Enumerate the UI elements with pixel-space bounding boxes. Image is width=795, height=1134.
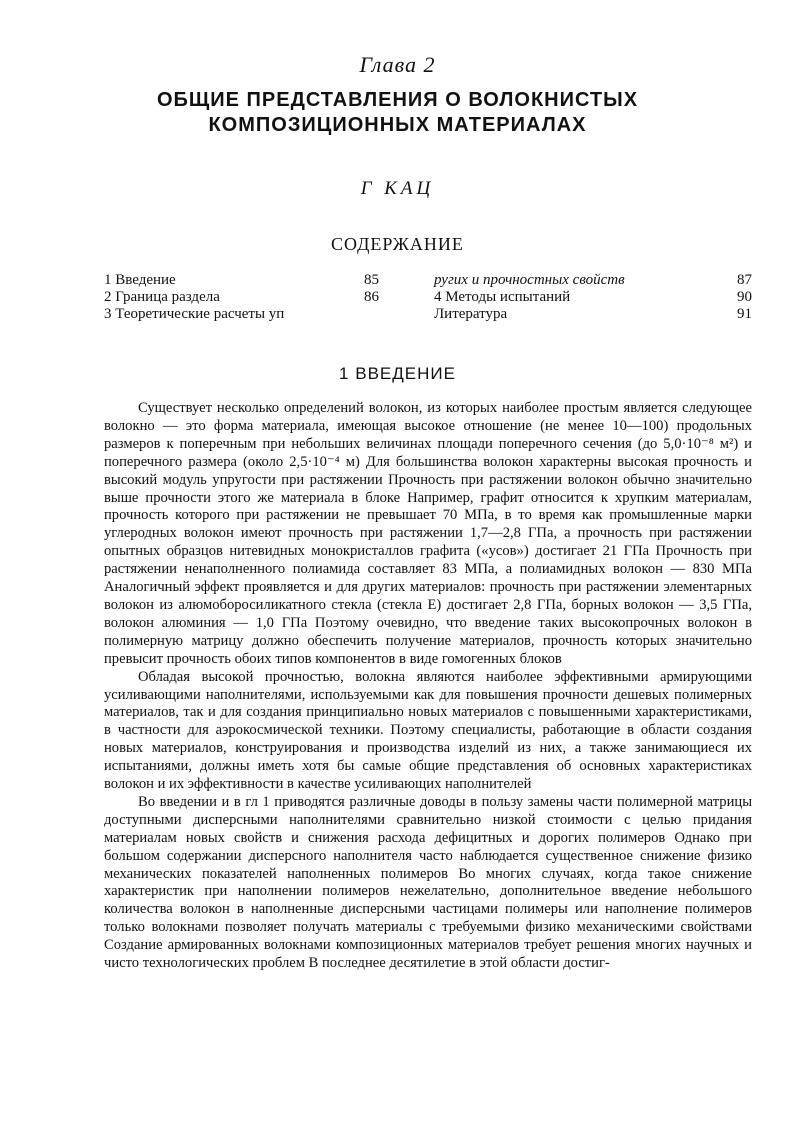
toc-entry <box>434 272 752 289</box>
toc-right-column <box>434 272 752 323</box>
body-paragraph: Обладая высокой прочностью, волокна являются наиболее эффективными армирующими усиливающими наполнителями, используемыми как для повышения прочности дешевых полимерных материалов, так и для создания принципиально новых материалов с повышенными характеристиками, в частности для аэрокосмической техники. Поэтому специалисты, работающие в области создания новых материалов, конструирования и производства изделий из них, а также занимающиеся их испытаниями, должны иметь хотя бы самые общие представления об основных характеристиках волокон и их эффективности в качестве усиливающих наполнителей <box>104 668 752 793</box>
toc-entry <box>104 306 379 323</box>
toc-entry-page: 85 <box>364 272 379 288</box>
toc-entry <box>434 306 752 323</box>
toc-entry-page: 87 <box>737 272 752 288</box>
toc-entry-label: 4 Методы испытаний <box>434 289 571 305</box>
toc-entry-label: 2 Граница раздела <box>104 289 220 305</box>
chapter-title-line-2: КОМПОЗИЦИОННЫХ МАТЕРИАЛАХ <box>208 114 587 136</box>
toc-entry <box>434 289 752 306</box>
chapter-label: Глава 2 <box>359 52 436 77</box>
toc-entry <box>104 289 379 306</box>
toc-entry-page: 91 <box>737 306 752 322</box>
toc-entry <box>104 272 379 289</box>
contents-heading: СОДЕРЖАНИЕ <box>331 234 464 254</box>
section-heading: 1 ВВЕДЕНИЕ <box>339 364 456 383</box>
chapter-title-line-1: ОБЩИЕ ПРЕДСТАВЛЕНИЯ О ВОЛОКНИСТЫХ <box>156 89 639 111</box>
toc-entry-label: Литература <box>434 306 508 322</box>
body-paragraph: Во введении и в гл 1 приводятся различные доводы в пользу замены части полимерной матрицы доступными дисперсными наполнителями сравнительно низкой стоимости с целью придания материалам новых свойств и снижения расхода дефицитных и дорогих полимеров Однако при большом содержании дисперсного наполнителя часто наблюдается существенное снижение физико механических показателей наполненных полимеров Во многих случаях, когда такое снижение характеристик при наполнении полимеров нежелательно, дополнительное введение небольшого количества волокон в наполненные дисперсными частицами полимеры или наполнение полимеров только волокнами позволяет получать материалы с требуемыми физико механическими свойствами Создание армированных волокнами композиционных материалов требует решения многих научных и чисто технологических проблем В последнее десятилетие в этой области достиг- <box>104 793 752 972</box>
chapter-title <box>0 88 795 138</box>
toc-entry-label: 1 Введение <box>104 272 176 288</box>
toc-entry-label: ругих и прочностных свойств <box>434 272 625 288</box>
toc-entry-page: 86 <box>364 289 379 305</box>
body-paragraph: Существует несколько определений волокон, из которых наиболее простым является следующее волокно — это форма материала, имеющая высокое отношение (не менее 10—100) продольных размеров к поперечным при небольших величинах площади поперечного сечения (до 5,0·10⁻⁸ м²) и поперечного размера (около 2,5·10⁻⁴ м) Для большинства волокон характерны высокая прочность и высокий модуль упругости при растяжении Прочность при растяжении волокон обычно значительно выше прочности этого же материала в блоке Например, графит относится к хрупким материалам, прочность которого при растяжении не превышает 70 МПа, в то время как промышленные марки углеродных волокон имеют прочность при растяжении 1,7—2,8 ГПа, а прочность при растяжении опытных образцов нитевидных монокристаллов графита («усов») достигает 21 ГПа Прочность при растяжении ненаполненного полиамида составляет 83 МПа, а полиамидных волокон — 830 МПа Аналогичный эффект проявляется и для других материалов: прочность при растяжении элементарных волокон из алюмоборосиликатного стекла (стекла Е) достигает 2,8 ГПа, борных волокон — 3,5 ГПа, волокон алюминия — 1,0 ГПа Поэтому очевидно, что введение таких высокопрочных волокон в полимерную матрицу должно обеспечить получение материалов, прочность которых значительно превысит прочность обоих типов компонентов в виде гомогенных блоков <box>104 400 752 667</box>
section-body <box>104 400 752 973</box>
toc-entry-label: 3 Теоретические расчеты уп <box>104 306 285 322</box>
toc-entry-page: 90 <box>737 289 752 305</box>
toc-left-column <box>104 272 379 323</box>
author-name: Г КАЦ <box>360 178 435 199</box>
